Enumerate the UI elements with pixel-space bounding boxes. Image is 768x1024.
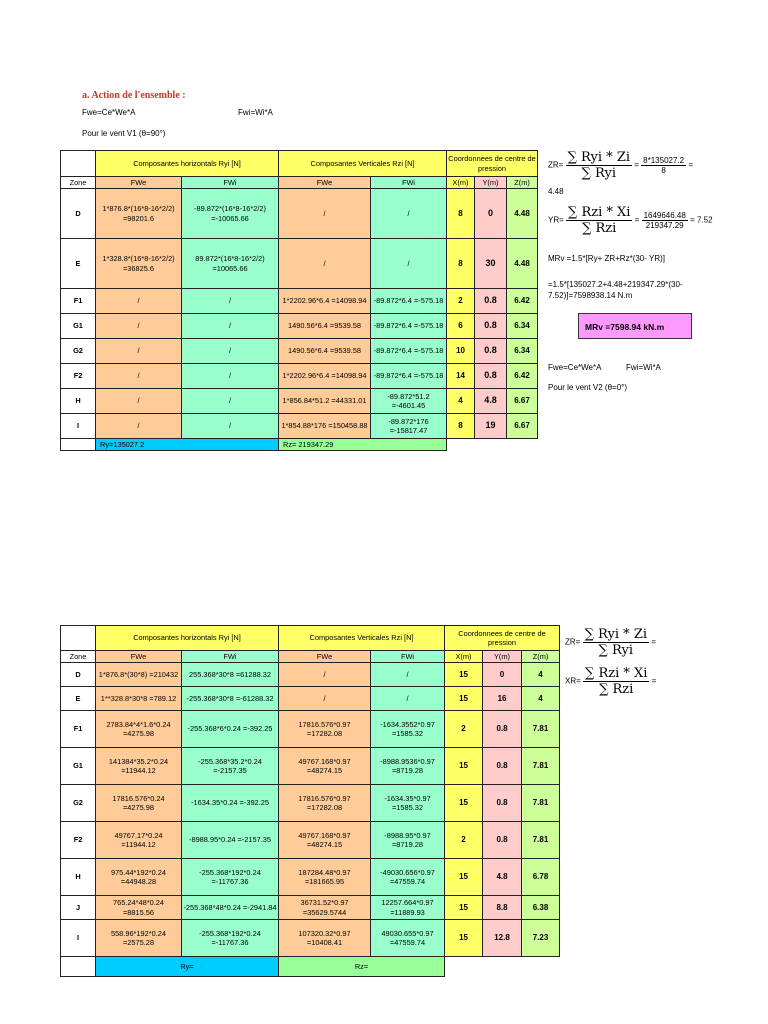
z-cell: 4.48: [507, 239, 538, 289]
table-row: [61, 822, 560, 859]
total-blank: [61, 957, 96, 977]
fwe-horizontal-cell: 765.24*48*0.24 =8815.56: [96, 896, 182, 920]
y-cell: 0.8: [483, 785, 522, 822]
y-cell: 16: [483, 687, 522, 711]
x-cell: 15: [445, 859, 483, 896]
fwe-vertical-cell: 1*2202.96*6.4 =14098.94: [279, 364, 371, 389]
table-row: [61, 314, 538, 339]
header-blank: [61, 151, 96, 177]
z-cell: 7.23: [522, 920, 560, 957]
header-coordinates: Coordonnees de centre de pression: [447, 151, 538, 177]
y-cell: 0.8: [475, 314, 507, 339]
mrv-calculation: =1.5*[135027.2+4.48+219347.29*(30-7.52)]=7598938.14 N.m: [548, 280, 683, 301]
fwe-horizontal-cell: 2783.84*4*1.6*0.24 =4275.98: [96, 711, 182, 748]
header-vertical: Composantes Verticales Rzi [N]: [279, 151, 447, 177]
x-cell: 2: [445, 711, 483, 748]
table-row: [61, 364, 538, 389]
col-x: X(m): [445, 651, 483, 663]
z-cell: 6.34: [507, 339, 538, 364]
header-vertical: Composantes Verticales Rzi [N]: [279, 626, 445, 651]
x-cell: 8: [447, 414, 475, 439]
z-cell: 4: [522, 663, 560, 687]
col-fwe-vertical: FWe: [279, 651, 371, 663]
fwi-horizontal-cell: -255.368*6*0.24 =-392.25: [182, 711, 279, 748]
fwe-horizontal-cell: 1*876.8*(30*8) =210432: [96, 663, 182, 687]
y-cell: 0.8: [475, 289, 507, 314]
table-row: [61, 663, 560, 687]
fwe-horizontal-cell: 558.96*192*0.24 =2575.28: [96, 920, 182, 957]
fwe-horizontal-cell: /: [96, 339, 182, 364]
z-cell: 7.81: [522, 748, 560, 785]
y-cell: 0: [475, 189, 507, 239]
fwi-vertical-cell: -89.872*6.4 =-575.18: [371, 339, 447, 364]
x-cell: 2: [445, 822, 483, 859]
section-heading: a. Action de l'ensemble :: [82, 90, 186, 101]
fwi-horizontal-cell: -255.368*192*0.24 =-11767.36: [182, 859, 279, 896]
col-y: Y(m): [475, 177, 507, 189]
z-cell: 6.78: [522, 859, 560, 896]
mrv-result-box: MRv =7598.94 kN.m: [578, 313, 692, 339]
fwe-horizontal-cell: 1*328.8*(16*8-16*2/2) =36825.6: [96, 239, 182, 289]
fwi-horizontal-cell: -8988.95*0.24 =-2157.35: [182, 822, 279, 859]
fwi-vertical-cell: -1634.35*0.97 =1585.32: [371, 785, 445, 822]
fwe-horizontal-cell: /: [96, 414, 182, 439]
col-fwi: FWi: [182, 177, 279, 189]
z-cell: 7.81: [522, 822, 560, 859]
col-zone: Zone: [61, 651, 96, 663]
fwi-horizontal-cell: 255.368*30*8 =61288.32: [182, 663, 279, 687]
zone-cell: D: [61, 663, 96, 687]
fwi-horizontal-cell: /: [182, 414, 279, 439]
x-cell: 6: [447, 314, 475, 339]
fwe-vertical-cell: /: [279, 687, 371, 711]
z-cell: 4.48: [507, 189, 538, 239]
formula-fwe: Fwe=Ce*We*A: [82, 108, 136, 117]
z-cell: 6.42: [507, 289, 538, 314]
col-z: Z(m): [522, 651, 560, 663]
fwi-vertical-cell: /: [371, 189, 447, 239]
x-cell: 8: [447, 239, 475, 289]
fwi-horizontal-cell: /: [182, 364, 279, 389]
fwi-horizontal-cell: -255.368*35.2*0.24 =-2157.35: [182, 748, 279, 785]
z-cell: 6.42: [507, 364, 538, 389]
fwi-vertical-cell: 12257.664*0.97 =11889.93: [371, 896, 445, 920]
zone-cell: H: [61, 859, 96, 896]
z-cell: 6.34: [507, 314, 538, 339]
zone-cell: J: [61, 896, 96, 920]
x-cell: 14: [447, 364, 475, 389]
x-cell: 4: [447, 389, 475, 414]
table-row: [61, 389, 538, 414]
x-cell: 15: [445, 687, 483, 711]
fwe-vertical-cell: 1490.56*6.4 =9539.58: [279, 339, 371, 364]
x-cell: 2: [447, 289, 475, 314]
fwi-vertical-cell: -89.872*6.4 =-575.18: [371, 314, 447, 339]
fwi-horizontal-cell: /: [182, 314, 279, 339]
table-row: [61, 687, 560, 711]
zr-formula-2: ZR= $\frac{\text{∑ Ryi * Zi}}{\text{∑ Ryi}}$ =: [565, 627, 656, 658]
table-row: [61, 785, 560, 822]
fwi-vertical-cell: -89.872*51.2 =-4601.45: [371, 389, 447, 414]
y-cell: 0.8: [483, 711, 522, 748]
fwi-vertical-cell: -8988.95*0.97 =8719.28: [371, 822, 445, 859]
fwe-horizontal-cell: /: [96, 314, 182, 339]
total-blank: [61, 439, 96, 451]
fwe-vertical-cell: 1490.56*6.4 =9539.58: [279, 314, 371, 339]
zone-cell: G1: [61, 314, 96, 339]
wind-v1-label: Pour le vent V1 (θ=90°): [82, 129, 166, 138]
fwe-vertical-cell: 1*856.84*51.2 =44331.01: [279, 389, 371, 414]
z-cell: 6.38: [522, 896, 560, 920]
formula-fwi-2: Fwi=Wi*A: [626, 363, 661, 372]
fwi-horizontal-cell: -1634.35*0.24 =-392.25: [182, 785, 279, 822]
fwe-horizontal-cell: 17816.576*0.24 =4275.98: [96, 785, 182, 822]
y-cell: 30: [475, 239, 507, 289]
fwe-vertical-cell: 17816.576*0.97 =17282.08: [279, 785, 371, 822]
fwi-horizontal-cell: -255.368*192*0.24 =-11767.36: [182, 920, 279, 957]
wind-v2-table: [60, 625, 560, 977]
fwi-vertical-cell: 49030.655*0.97 =47559.74: [371, 920, 445, 957]
table-row: [61, 289, 538, 314]
formula-fwe-2: Fwe=Ce*We*A: [548, 363, 602, 372]
table-row: [61, 920, 560, 957]
y-cell: 0.8: [483, 822, 522, 859]
col-fwe-vertical: FWe: [279, 177, 371, 189]
fwi-horizontal-cell: -255.368*48*0.24 =-2941.84: [182, 896, 279, 920]
fwe-horizontal-cell: /: [96, 289, 182, 314]
fwe-vertical-cell: 1*2202.96*6.4 =14098.94: [279, 289, 371, 314]
fwi-vertical-cell: -89.872*6.4 =-575.18: [371, 364, 447, 389]
z-cell: 7.81: [522, 711, 560, 748]
y-cell: 4.8: [475, 389, 507, 414]
fwi-vertical-cell: -89.872*176 =-15817.47: [371, 414, 447, 439]
zone-cell: G2: [61, 785, 96, 822]
x-cell: 15: [445, 785, 483, 822]
fwe-vertical-cell: 1*854.88*176 =150458.88: [279, 414, 371, 439]
zone-cell: G2: [61, 339, 96, 364]
xr-formula-2: XR= $\frac{\text{∑ Rzi * Xi}}{\text{∑ Rzi}}$ =: [565, 666, 657, 697]
table-row: [61, 896, 560, 920]
zr-formula: ZR= $\frac{\text{∑ Ryi * Zi}}{\text{∑ Ryi}}$ = $\frac{8*135027.2}{8}$ =: [548, 150, 693, 181]
col-fwe: FWe: [96, 177, 182, 189]
table-row: [61, 339, 538, 364]
y-cell: 0.8: [475, 364, 507, 389]
fwe-horizontal-cell: 1**328.8*30*8 =789.12: [96, 687, 182, 711]
y-cell: 0: [483, 663, 522, 687]
col-x: X(m): [447, 177, 475, 189]
zone-cell: D: [61, 189, 96, 239]
col-fwi-vertical: FWi: [371, 651, 445, 663]
header-coordinates: Coordonnees de centre de pression: [445, 626, 560, 651]
fwe-horizontal-cell: 1*876.8*(16*8-16*2/2) =98201.6: [96, 189, 182, 239]
fwi-horizontal-cell: /: [182, 289, 279, 314]
formula-fwi: Fwi=Wi*A: [238, 108, 273, 117]
x-cell: 15: [445, 920, 483, 957]
fwi-horizontal-cell: -89.872*(16*8-16*2/2) =-10065.66: [182, 189, 279, 239]
fwe-vertical-cell: 36731.52*0.97 =35629.5744: [279, 896, 371, 920]
x-cell: 8: [447, 189, 475, 239]
table-row: [61, 711, 560, 748]
col-fwi-vertical: FWi: [371, 177, 447, 189]
zone-cell: G1: [61, 748, 96, 785]
zr-result: 4.48: [548, 187, 564, 196]
mrv-formula: MRv =1.5*[Ry+ ZR+Rz*(30- YR)]: [548, 254, 665, 263]
fwi-vertical-cell: -1634.3552*0.97 =1585.32: [371, 711, 445, 748]
fwe-horizontal-cell: /: [96, 364, 182, 389]
fwe-vertical-cell: 17816.576*0.97 =17282.08: [279, 711, 371, 748]
fwe-vertical-cell: /: [279, 239, 371, 289]
zone-cell: F2: [61, 364, 96, 389]
table-row: [61, 748, 560, 785]
rz-total: Rz=: [279, 957, 445, 977]
col-fwe: FWe: [96, 651, 182, 663]
z-cell: 6.67: [507, 389, 538, 414]
fwi-vertical-cell: -49030.656*0.97 =47559.74: [371, 859, 445, 896]
zone-cell: I: [61, 414, 96, 439]
x-cell: 10: [447, 339, 475, 364]
z-cell: 6.67: [507, 414, 538, 439]
fwe-horizontal-cell: 975.44*192*0.24 =44948.28: [96, 859, 182, 896]
fwe-vertical-cell: 49767.168*0.97 =48274.15: [279, 822, 371, 859]
fwi-horizontal-cell: 89.872*(16*8-16*2/2) =10065.66: [182, 239, 279, 289]
fwe-vertical-cell: /: [279, 189, 371, 239]
zone-cell: F1: [61, 711, 96, 748]
fwe-horizontal-cell: /: [96, 389, 182, 414]
zone-cell: I: [61, 920, 96, 957]
z-cell: 4: [522, 687, 560, 711]
total-empty: [447, 439, 538, 451]
zone-cell: H: [61, 389, 96, 414]
rz-total: Rz= 219347.29: [279, 439, 447, 451]
zone-cell: E: [61, 687, 96, 711]
zone-cell: E: [61, 239, 96, 289]
table-row: [61, 189, 538, 239]
fwi-horizontal-cell: /: [182, 339, 279, 364]
x-cell: 15: [445, 896, 483, 920]
col-y: Y(m): [483, 651, 522, 663]
y-cell: 12.8: [483, 920, 522, 957]
wind-v1-table: [60, 150, 538, 451]
col-z: Z(m): [507, 177, 538, 189]
fwe-vertical-cell: 187284.48*0.97 =181665.95: [279, 859, 371, 896]
fwi-vertical-cell: /: [371, 687, 445, 711]
y-cell: 19: [475, 414, 507, 439]
fwe-horizontal-cell: 49767.17*0.24 =11944.12: [96, 822, 182, 859]
header-horizontal: Composantes horizontals Ryi [N]: [96, 151, 279, 177]
y-cell: 0.8: [475, 339, 507, 364]
yr-formula: YR= $\frac{\text{∑ Rzi * Xi}}{\text{∑ Rzi}}$ = $\frac{1649646.48}{219347.29}$ = 7.52: [548, 205, 713, 236]
header-horizontal: Composantes horizontals Ryi [N]: [96, 626, 279, 651]
wind-v2-label: Pour le vent V2 (θ=0°): [548, 383, 628, 392]
y-cell: 8.8: [483, 896, 522, 920]
fwi-vertical-cell: -8988.9536*0.97 =8719.28: [371, 748, 445, 785]
zone-cell: F1: [61, 289, 96, 314]
fwe-vertical-cell: 49767.168*0.97 =48274.15: [279, 748, 371, 785]
total-empty: [445, 957, 560, 977]
col-fwi: FWi: [182, 651, 279, 663]
zone-cell: F2: [61, 822, 96, 859]
fwi-horizontal-cell: /: [182, 389, 279, 414]
header-blank: [61, 626, 96, 651]
ry-total: Ry=135027.2: [96, 439, 279, 451]
fwi-vertical-cell: /: [371, 239, 447, 289]
table-row: [61, 239, 538, 289]
fwe-vertical-cell: 107320.32*0.97 =10408.41: [279, 920, 371, 957]
x-cell: 15: [445, 748, 483, 785]
ry-total: Ry=: [96, 957, 279, 977]
z-cell: 7.81: [522, 785, 560, 822]
table-row: [61, 859, 560, 896]
fwi-vertical-cell: -89.872*6.4 =-575.18: [371, 289, 447, 314]
x-cell: 15: [445, 663, 483, 687]
fwi-horizontal-cell: -255.368*30*8 =-61288.32: [182, 687, 279, 711]
fwe-vertical-cell: /: [279, 663, 371, 687]
y-cell: 4.8: [483, 859, 522, 896]
y-cell: 0.8: [483, 748, 522, 785]
fwi-vertical-cell: /: [371, 663, 445, 687]
col-zone: Zone: [61, 177, 96, 189]
fwe-horizontal-cell: 141384*35.2*0.24 =11944.12: [96, 748, 182, 785]
table-row: [61, 414, 538, 439]
